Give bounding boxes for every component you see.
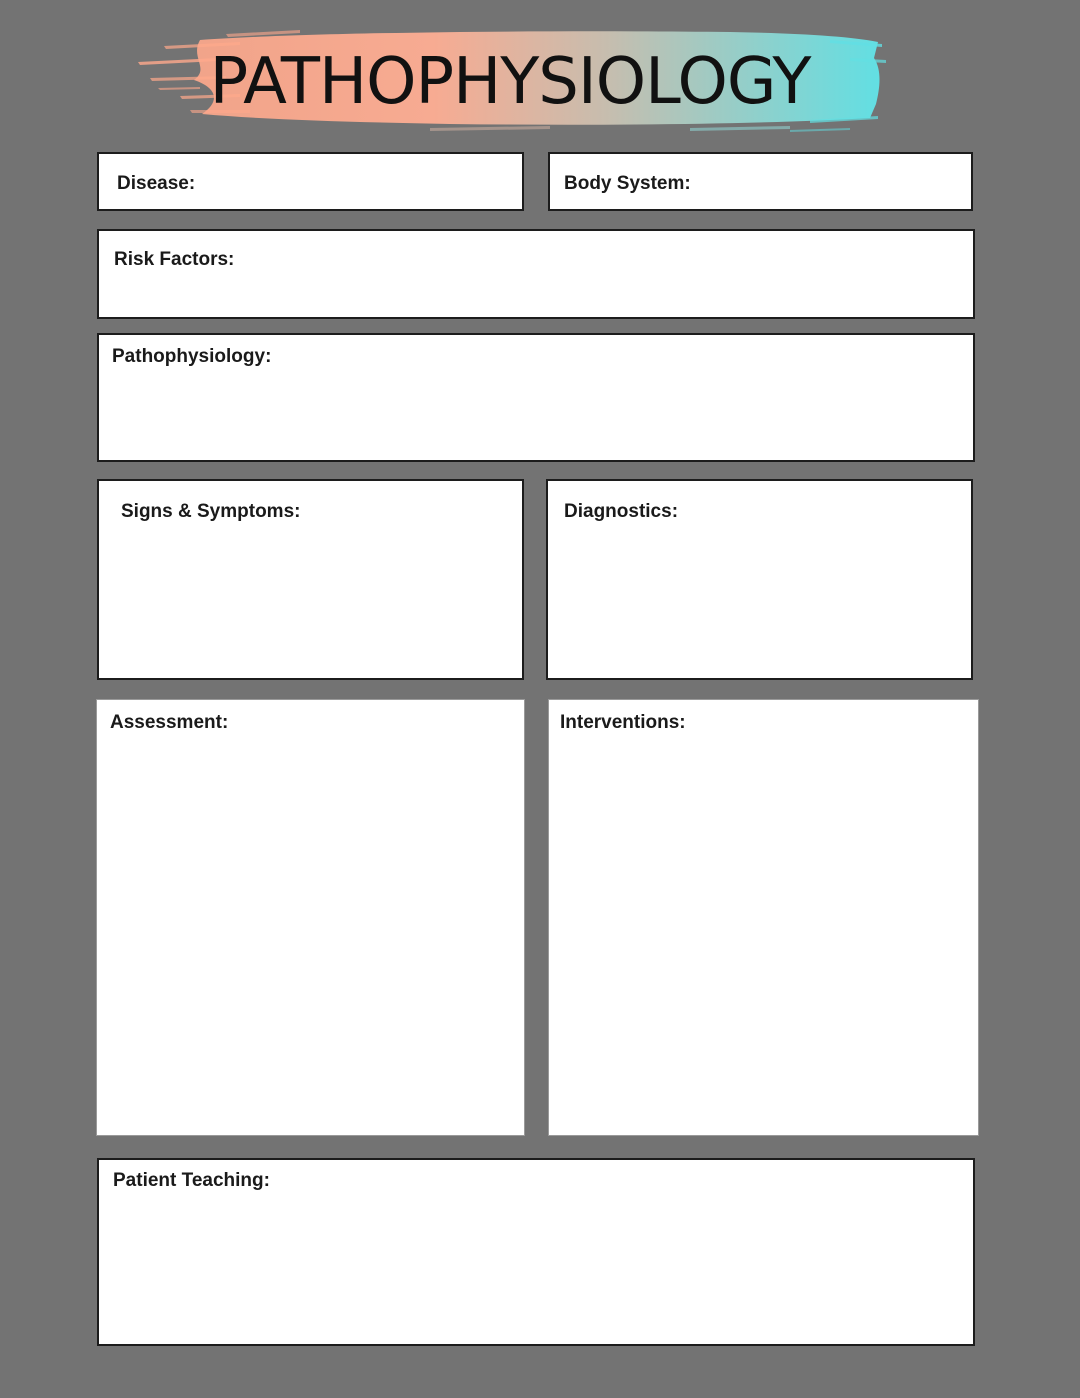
risk-factors-label: Risk Factors: — [114, 249, 235, 270]
pathophysiology-label: Pathophysiology: — [112, 346, 272, 367]
assessment-box — [96, 699, 525, 1136]
signs-symptoms-field[interactable] — [121, 531, 506, 669]
body-system-field[interactable] — [695, 171, 955, 195]
risk-factors-box — [97, 229, 975, 319]
page-title: PATHOPHYSIOLOGY — [209, 45, 811, 119]
title-banner — [130, 18, 890, 138]
disease-field[interactable] — [203, 171, 503, 195]
risk-factors-field[interactable] — [114, 275, 954, 311]
signs-symptoms-label: Signs & Symptoms: — [121, 501, 301, 522]
body-system-label: Body System: — [564, 173, 691, 194]
interventions-label: Interventions: — [560, 712, 686, 733]
diagnostics-label: Diagnostics: — [564, 501, 679, 522]
disease-label: Disease: — [117, 173, 196, 194]
disease-box — [97, 152, 524, 211]
patient-teaching-label: Patient Teaching: — [113, 1170, 270, 1191]
pathophysiology-field[interactable] — [112, 375, 957, 453]
diagnostics-field[interactable] — [564, 531, 954, 669]
assessment-field[interactable] — [110, 742, 510, 1122]
patient-teaching-box — [97, 1158, 975, 1346]
body-system-box — [548, 152, 973, 211]
pathophysiology-box — [97, 333, 975, 462]
diagnostics-box — [546, 479, 973, 680]
assessment-label: Assessment: — [110, 712, 229, 733]
interventions-box — [548, 699, 979, 1136]
interventions-field[interactable] — [560, 742, 965, 1122]
patient-teaching-field[interactable] — [113, 1200, 958, 1335]
signs-symptoms-box — [97, 479, 524, 680]
